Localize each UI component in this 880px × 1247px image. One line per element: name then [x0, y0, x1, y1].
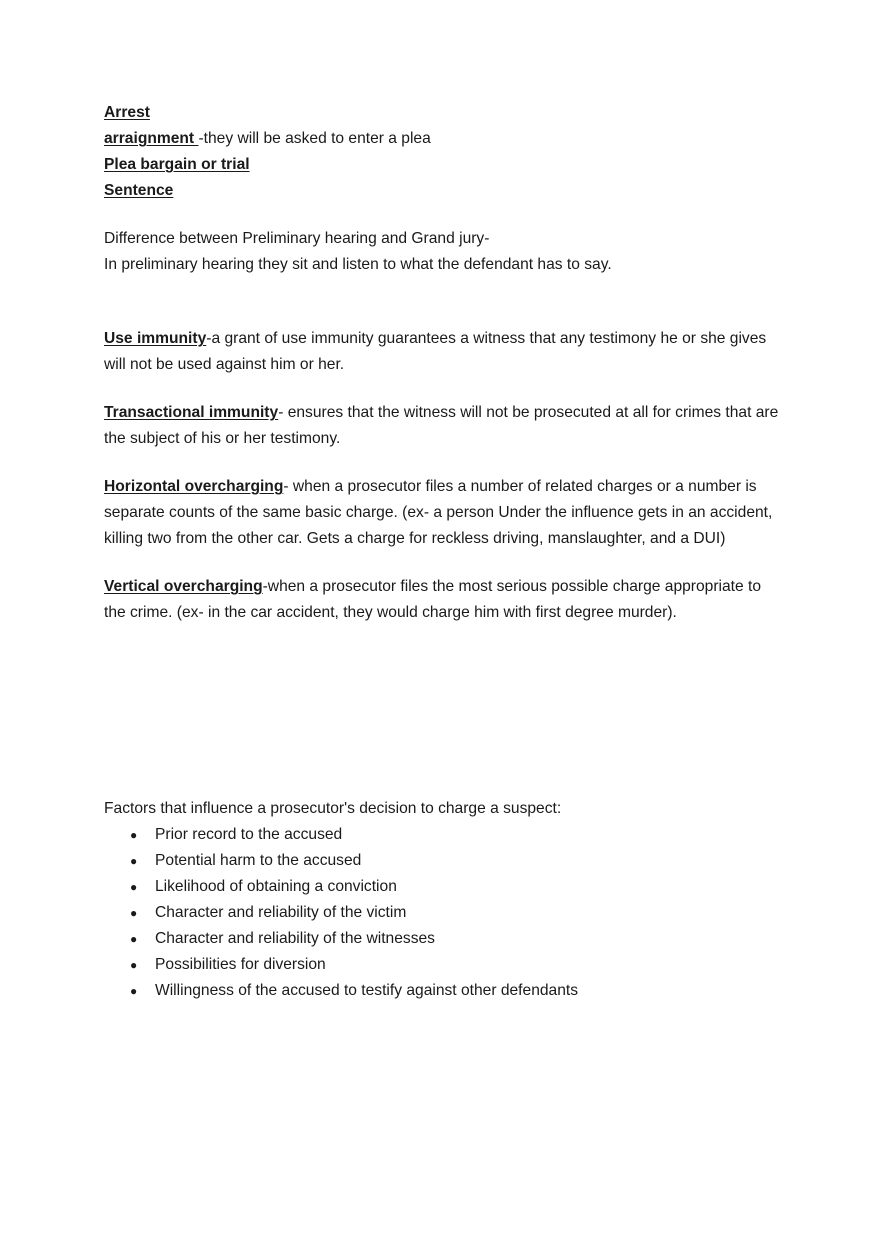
difference-text: In preliminary hearing they sit and listen to what the defendant has to say. — [104, 256, 612, 273]
definition-transactional-immunity — [104, 400, 784, 452]
list-item: ● Possibilities for diversion — [104, 952, 784, 978]
bullet-icon: ● — [130, 828, 138, 842]
factors-list — [104, 822, 784, 1004]
bullet-icon: ● — [130, 984, 138, 998]
document-page — [104, 100, 784, 1004]
bullet-icon: ● — [130, 932, 138, 946]
difference-heading: Difference between Preliminary hearing and Grand jury- — [104, 230, 490, 247]
definition-text: -a grant of use immunity guarantees a witness that any testimony he or she gives will not be used against him or her. — [104, 330, 767, 373]
definition-use-immunity — [104, 326, 784, 378]
step-plea: Plea bargain or trial — [104, 156, 250, 173]
arraignment-text: -they will be asked to enter a plea — [198, 130, 431, 147]
definition-term: Use immunity — [104, 330, 207, 347]
definition-vertical-overcharging — [104, 574, 784, 626]
definition-text: - ensures that the witness will not be prosecuted at all for crimes that are the subject of his or her testimony. — [104, 404, 779, 447]
bullet-icon: ● — [130, 880, 138, 894]
list-item: ● Likelihood of obtaining a conviction — [104, 874, 784, 900]
list-item: ● Potential harm to the accused — [104, 848, 784, 874]
bullet-icon: ● — [130, 906, 138, 920]
list-item: ● Willingness of the accused to testify against other defendants — [104, 978, 784, 1004]
list-item: ● Character and reliability of the victim — [104, 900, 784, 926]
bullet-icon: ● — [130, 958, 138, 972]
list-item: ● Character and reliability of the witnesses — [104, 926, 784, 952]
definition-term: Vertical overcharging — [104, 578, 263, 595]
bullet-icon: ● — [130, 854, 138, 868]
step-arrest: Arrest — [104, 104, 150, 121]
factors-heading: Factors that influence a prosecutor's decision to charge a suspect: — [104, 800, 562, 817]
definition-text: -when a prosecutor files the most serious possible charge appropriate to the crime. (ex- in the car accident, they would charge him with first degree murder). — [104, 578, 762, 621]
step-arraignment — [104, 126, 784, 152]
definition-text: - when a prosecutor files a number of related charges or a number is separate counts of the same basic charge. (ex- a person Under the influence gets in an accident, killing two from the other car. Gets a charge for reckless driving, manslaughter, and a DUI) — [104, 478, 773, 547]
definition-horizontal-overcharging — [104, 474, 784, 552]
definition-term: Transactional immunity — [104, 404, 279, 421]
step-sentence: Sentence — [104, 182, 174, 199]
definition-term: Horizontal overcharging — [104, 478, 284, 495]
list-item: ● Prior record to the accused — [104, 822, 784, 848]
arraignment-term: arraignment — [104, 130, 199, 147]
